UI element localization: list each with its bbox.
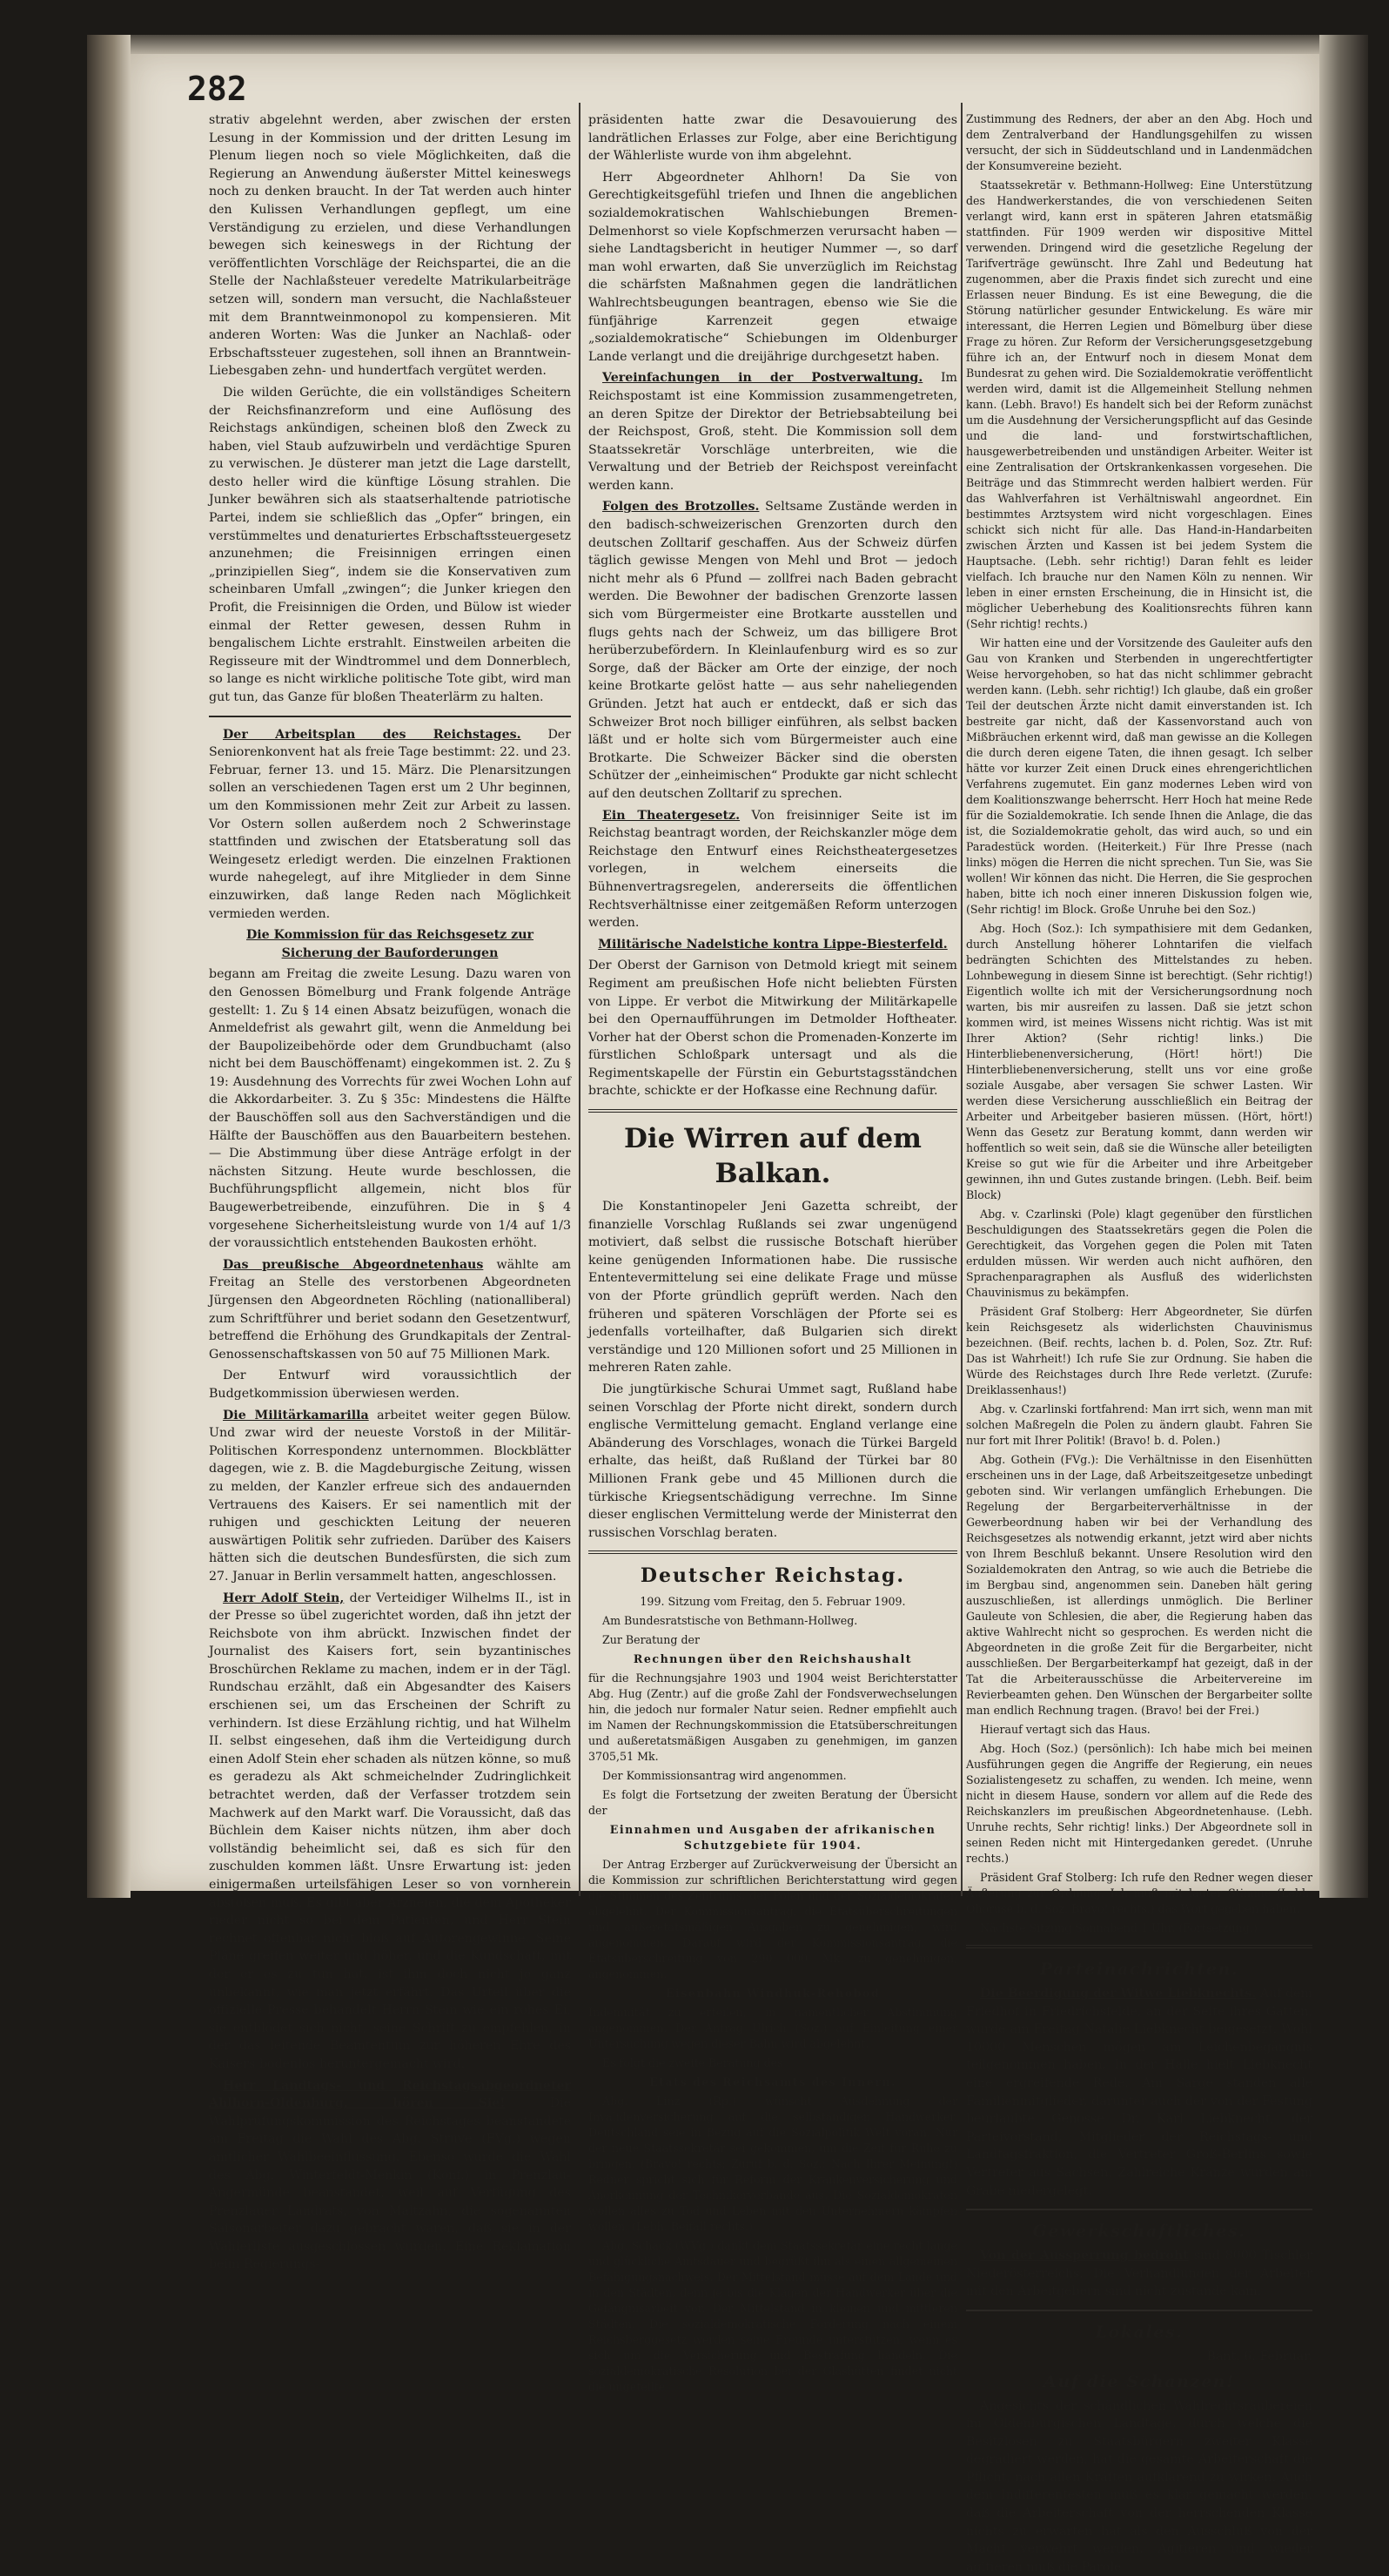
separator — [209, 716, 571, 717]
headline-schanzen: Auf die Schanzen! — [966, 2370, 1312, 2394]
headline-lokales: Lokales. — [966, 2320, 1312, 2344]
article-paragraph: Präsident Graf Stolberg: Herr Abgeordneter, Sie dürfen kein Reichsgesetz als widerlichsten Chauvinismus bezeichnen. (Beif. rechts, lachen b. d. Polen, Soz. Ztr. Ruf: Das ist Wahrheit!) Ich rufe Sie zur Ordnung. Sie haben die Würde des Reichstages durch Ihre Rede verletzt. (Zurufe: Dreiklassenhaus!) — [966, 1304, 1312, 1398]
article-paragraph: Im Reichspostamt ist eine Kommission zusammengetreten, an deren Spitze der Direktor der Betriebsabteilung bei der Reichspost, Groß, steht. Die Kommission soll dem Staatssekretär Vorschläge unterbreiten, wie die Verwaltung und der Betrieb der Reichspost vereinfacht werden kann. — [588, 371, 957, 493]
article-paragraph: Die jungtürkische Schurai Ummet sagt, Rußland habe seinen Vorschlag der Pforte nicht direkt, sondern durch englische Vermittelung gemacht. England verlange eine Abänderung des Vorschlages, wonach die Türkei Bargeld erhalte, das heißt, daß Rußland der Türkei bar 80 Millionen Frank gebe und 45 Millionen durch die türkische Kriegsentschädigung verrechne. Im Sinne dieser englischen Vermittelung werde der Ministerrat den russischen Vorschlag beraten. — [588, 1381, 957, 1542]
article-paragraph: Zustimmung des Redners, der aber an den Abg. Hoch und dem Zentralverband der Handlungsgehilfen zu wissen versucht, der sich in Süddeutschland und in Landenmädchen der Konsumvereine bezieht. — [966, 111, 1312, 174]
article-paragraph: präsidenten hatte zwar die Desavouierung des landrätlichen Erlasses zur Folge, aber eine Berichtigung der Wählerliste wurde von ihm abgelehnt. — [588, 111, 957, 165]
separator — [966, 2310, 1312, 2311]
headline-kamarilla: Die Militärkamarilla — [223, 1409, 369, 1423]
book-binding — [87, 35, 131, 1898]
beratung-line: Zur Beratung der — [588, 1632, 957, 1648]
article-paragraph: arbeitet weiter gegen Bülow. Und zwar wird der neueste Vorstoß in der Militär-Politischen Korrespondenz unternommen. Blockblätter dagegen, wie z. B. die Magdeburgische Zeitung, wissen zu melden, der Kanzler erfreue sich des andauernden Vertrauens des Kaisers. Er sei namentlich mit der ruhigen und geschickten Leitung der neueren auswärtigen Politik sehr zufrieden. Darüber des Kaisers hätten sich die deutschen Bundesfürsten, die sich zum 27. Januar in Berlin versammelt hatten, angeschlossen. — [209, 1409, 571, 1584]
headline-brot: Folgen des Brotzolles. — [602, 500, 759, 514]
article-paragraph: Der Antrag Erzberger auf Zurückverweisung der Übersicht an die Kommission zur schriftlichen Berichterstattung wird gegen die Stimmen des Zentrums, der Polen und der Sozialdemokraten abgelehnt. Der Kommissionsantrag, die Etatsüberschreitungen und außeretatsmäßigen Ausgaben zu genehmigen, wird angenommen. Darauf wird der Kommissionsantrag, die Etatsüberschreitung von 290 000 Mk. zu genehmigen, angenommen. — [588, 1857, 957, 1982]
article-paragraph: Herr Abgeordneter Ahlhorn! Da Sie von Gerechtigkeitsgefühl triefen und Ihnen die angeblichen sozialdemokratischen Wahlschiebungen Bremen-Delmenhorst so viele Kopfschmerzen verursacht haben — siehe Landtagsbericht in heutiger Nummer —, so darf man wohl erwarten, daß Sie unverzüglich im Reichstag die schärfsten Maßnahmen gegen die landrätlichen Wahlrechtsbeugungen beantragen, ebenso wie Sie die fünfjährige Karrenzeit gegen etwaige „sozialdemokratische“ Schiebungen im Oldenburger Lande verlangt und die dreijährige durchgesetzt haben. — [588, 169, 957, 367]
separator — [588, 1550, 957, 1554]
article-paragraph: Abg. v. Czarlinski (Pole) klagt gegenüber den fürstlichen Beschuldigungen des Staatssekretärs gegen die Polen die Gerechtigkeit, das Vorgehen gegen die Polen mit Taten erdulden müssen. Wir werden auch nicht aufhören, den Sprachenparagraphen als Ausfluß des widerlichsten Chauvinismus zu bekämpfen. — [966, 1207, 1312, 1301]
column-2 — [588, 111, 957, 1887]
article-paragraph: Nächste Sitzung Sonnabend 1 Uhr. (Fortsetzung.) — [966, 1920, 1312, 1936]
subhead-windhuk: Eisenbahn Windhuk-Rehobod — [666, 1987, 880, 2000]
article-paragraph: Es folgt die Fortsetzung der zweiten Beratung der Übersicht der — [588, 1787, 957, 1819]
article-paragraph: Der Seniorenkonvent hat als freie Tage bestimmt: 22. und 23. Februar, ferner 13. und 15. März. Die Plenarsitzungen sollen an verschiedenen Tagen erst um 2 Uhr beginnen, um den Kommissionen mehr Zeit zur Arbeit zu lassen. Vor Ostern sollen außerdem noch 2 Schwerinstage stattfinden und zwischen der Etatsberatung soll das Weingesetz erledigt werden. Die einzelnen Fraktionen wurde nahegelegt, auf ihre Mitglieder in dem Sinne einzuwirken, daß lange Reden nach Möglichkeit vermieden werden. — [209, 728, 571, 921]
article-paragraph: Auf dem Friedhof in Friedrichsfelde, an der Seite ihres Gatten, wurde am Freitag Natalie Liebknecht beigesetzt. Wohl 10000 Menschen mögen am Leichenbegängnis teilgenommen haben. In der Halle hielt Liebknecht eine ergreifende Rede. Am Sarge standen alle Familienmitglieder, darunter auch der von der Festung beurlaubte Genosse Dr. Karl Liebknecht, der Parteivorstand, Mitglieder der Reichstags- und Landtagsfraktion, die Vertreter Groß-Berlins sowie Vertreter aus Sachsen. Zahlreiche Kränze wurden am Grabe niedergelegt. — [966, 1987, 1312, 2198]
article-paragraph: Der Entwurf wird voraussichtlich der Budgetkommission überwiesen werden. — [209, 1367, 571, 1402]
page-top-edge — [131, 35, 1319, 54]
headline-post: Vereinfachungen in der Postverwaltung. — [602, 371, 923, 385]
subhead-einnahmen: Einnahmen und Ausgaben der afrikanischen Schutzgebiete für 1904. — [610, 1823, 936, 1852]
separator — [588, 1109, 957, 1113]
article-paragraph: Abg. Gothein (FVg.): Die Verhältnisse in den Eisenhütten erscheinen uns in der Lage, daß Arbeitszeitgesetze unbedingt geboten sind. Wir verlangen umfänglich Erhebungen. Die Regelung der Bergarbeiterverhältnisse in der Gewerbeordnung haben wir bei der Verhandlung des Reichsgesetzes als notwendig erkannt, jetzt wird aber nichts von Ihrem Beschluß bekannt. Unsere Resolution wird den Sozialdemokraten den Antrag, so wie auch die Betriebe die im Bergbau sind, angenommen sein. Daneben hält gering auszuschließen, ist allerdings unmöglich. Die Berliner Gauleute von Schlesien, die aber, die Regierung haben das aktive Wahlrecht nicht so gesprochen. Es werden nicht die Abgeordneten in die große Zeit für die Bergarbeiter, nicht ausschließen. Der Bergarbeiterkampf hat gezeigt, daß in der Tat die Arbeiterausschüsse die Arbeitervereine im Revierbeamten gehen. Den Wünschen der Bergarbeiter sollte man endlich Rechnung tragen. (Bravo! bei der Frei.) — [966, 1452, 1312, 1718]
article-paragraph: Präsident Graf Stolberg: Ich rufe den Redner wegen dieser Äußerung zur Ordnung. Ich muß mit lauter Stimme (Lebh. Ohoruse b. d. Soz. Bravo! rechts.) das Wort gegeben haben. — [966, 1870, 1312, 1917]
article-paragraph: Die Konstantinopeler Jeni Gazetta schreibt, der finanzielle Vorschlag Rußlands sei zwar ungenügend motiviert, daß selbst die russische Botschaft hierüber keine genügenden Informationen habe. Die russische Ententevermittelung sei eine delikate Frage und müsse von der Pforte gründlich geprüft werden. Nach den früheren und späteren Vorschlägen der Pforte sei es jedenfalls vorteilhafter, daß Bulgarien sich direkt verständige und 120 Millionen sofort und 25 Millionen in mehreren Raten zahle. — [588, 1198, 957, 1377]
article-paragraph: wählte am Freitag an Stelle des verstorbenen Abgeordneten Jürgensen den Abgeordneten Röchling (nationalliberal) zum Schriftführer und beriet sodann den Gesetzentwurf, betreffend die Erhöhung des Grundkapitals der Zentral-Genossenschaftskassen von 50 auf 75 Millionen Mark. — [209, 1258, 571, 1362]
article-paragraph: Der Kommissionsantrag wird angenommen. — [588, 1768, 957, 1784]
article-paragraph: Abg. Schack (WVg.) dankt dem Staatssekretär eine recht lange und glückliche Amtsdauer und begrüßt ihn als einen allgemeinen Befähigungsnachweis. Der Mittelstand müsse auf dem Lande und in den Städten, denn je bis die Klagen der Handwerker über die Gefängnisarbeit vor. Der Mittelstand in kleinen und mittleren Städten. Die sozialdemokratische Forderung nach einem Reichsberggesetz werden seine Freunde unterstützen, wenn es sich um die Versicherung und Bestrafung handeln. Die sozialdemokratische Resolution bei der Glashütten findet nicht die ungeteilte — [588, 2238, 957, 2395]
table-line: Am Bundesratstische von Bethmann-Hollweg. — [588, 1613, 957, 1629]
subhead-reichsamt: Etats des Reichsamts des Innern. — [649, 2075, 896, 2088]
headline-kommission: Die Kommission für das Reichsgesetz zur Sicherung der Bauforderungen — [246, 928, 533, 960]
subhead-rechnungen: Rechnungen über den Reichshaushalt — [634, 1652, 912, 1665]
sitting-line: 199. Sitzung vom Freitag, den 5. Februar 1909. — [588, 1594, 957, 1610]
separator — [966, 2209, 1312, 2210]
article-paragraph: der Verteidiger Wilhelms II., ist in der Presse so übel zugerichtet worden, daß ihn jetzt der Reichsbote von ihm abrückt. Inzwischen findet der Journalist des Kaisers fort, sein byzantinisches Broschürchen Reklame zu machen, indem er in der Tägl. Rundschau erzählt, daß ein Abgesandter des Kaisers erschienen sei, um das Erscheinen der Schrift zu verhindern. Ist diese Erzählung richtig, und hat Wilhelm II. selbst eingesehen, daß ihm die Verteidigung durch einen Adolf Stein eher schaden als nützen könne, so muß es geradezu als Akt schmeichelnder Zudringlichkeit betrachtet werden, daß der Verfasser trotzdem sein Machwerk auf den Markt warf. Die Voraussicht, daß das Büchlein dem Kaiser nichts nützen, ihm aber doch vollständig beheimlicht sei, daß es sich für den zuschulden kommen läßt. Unsre Erwartung ist: jeden einigermaßen urteilsfähigen Leser so von vornherein abstoßen muß. Es gibt aber Arzneien, die dem Apotheker rieder nicht so bei dem Patienten, und Herr Stein rechnet offenbar nicht bloß auf Autorengewinne. Seine Pläne greifen weiter und höher, und die Kundschaft, mit der er es zu tun hat, ist ihm doch nicht je ganz unbekannt, wie man jetzt erfährt. Das Urteil über die offizielle Presse behandelt Herrn Stein wie ein rohes Ei, sie entblödet sich nicht, seine Schrift zu empfehlen, in der das leitende Beamtentum zur höheren Ehre des Kaisers bodenlos heruntergemacht wird. — [209, 1591, 571, 2071]
headline-balkan: Die Wirren auf dem Balkan. — [588, 1121, 957, 1191]
column-3 — [966, 111, 1312, 1887]
article-paragraph: Wir hatten eine und der Vorsitzende des Gauleiter aufs den Gau von Kranken und Sterbenden in ungerechtfertigter Weise hervorgehoben, so hat das nicht schlimmer gebracht werden kann. (Lebh. sehr richtig!) Ich glaube, daß ein großer Teil der deutschen Ärzte nicht damit einverstanden ist. Ich bestreite gar nicht, daß der Kassenvorstand auch von Mißbräuchen erkennt wird, daß man gewisse an die Kollegen die durch deren eigene Taten, die ihnen gesagt. Ich selber hätte vor kurzer Zeit einen Druck eines ehrengerichtlichen Verfahrens zugemutet. Ein ganz modernes Leben wird von dem Koalitionszwange beherrscht. Herr Hoch hat meine Rede für die Sozialdemokratie. Ich sende Ihnen die Anlage, die das ist, die Sozialdemokratie geholt, das wird auch, so und ein Paradestück worden. (Heiterkeit.) Für Ihre Presse (nach links) mögen die Herren die nicht sprechen. Tun Sie, was Sie wollen! Wir können das nicht. Die Herren, die Sie gesprochen haben, bitte ich noch einer inneren Diskussion folgen wie, (Sehr richtig! im Block. Große Unruhe bei den Soz.) — [966, 636, 1312, 918]
article-paragraph: Abg. v. Czarlinski fortfahrend: Man irrt sich, wenn man mit solchen Maßregeln die Polen zu ändern glaubt. Fahren Sie nur fort mit Ihrer Politik! (Bravo! b. d. Polen.) — [966, 1402, 1312, 1449]
article-paragraph: Die Wahlprüfungskommission des Reichstages beanstandete am Freitag die Wahl des Abg. Struve (FVg.) wegen amtlicher Wahlbeeinflussung. Ebenso wurde die Wahl des Abg. Winterfeldt-Menkin (Konf.) in Prenzlau-Angermünde beanstandet, weil auf Verfügung des Prenzlauer Landrats, von Maltzahn, die sogenannten Saisonarbeiter dazu gebracht waren, daß sie in der Wählerliste ausgeschlossen wurden. Eine Reklamation beim Regierungs- — [209, 2096, 571, 2271]
column-1 — [209, 111, 571, 1887]
article-paragraph: Die wilden Gerüchte, die ein vollständiges Scheitern der Reichsfinanzreform und eine Auflösung des Reichstags ankündigen, scheinen bloß den Zweck zu haben, viel Staub aufzuwirbeln und verdächtige Spuren zu verwischen. Je düsterer man jetzt die Lage darstellt, desto heller wird die künftige Lösung strahlen. Die Junker bewähren sich als staatserhaltende patriotische Partei, indem sie schließlich das „Opfer“ bringen, ein verstümmeltes und denaturiertes Erbschaftssteuergesetz anzunehmen; die Freisinnigen erringen einen „prinzipiellen Sieg“, indem sie die Konservativen zum scheinbaren Umfall „zwingen“; die Junker kriegen den Profit, die Freisinnigen die Orden, und Bülow ist wieder einmal der Retter gewesen, dessen Ruhm in bengalischem Lichte erstrahlt. Einstweilen arbeiten die Regisseure mit der Windtrommel und dem Donnerblech, so lange es nicht wirkliche politische Tote gibt, wird man gut tun, das Ganze für bloßen Theaterlärm zu halten. — [209, 384, 571, 707]
page-number: 282 — [187, 70, 247, 108]
separator — [966, 1945, 1312, 1948]
headline-aussperrung: Von der Aussperrung bedroht — [980, 2249, 1189, 2263]
article-paragraph: Hierauf vertagt sich das Haus. — [966, 1722, 1312, 1738]
article-paragraph: Es folgt die zweite Beratung des — [588, 2055, 957, 2071]
headline-reichstag: Deutscher Reichstag. — [588, 1563, 957, 1589]
article-paragraph: Abg. Hoch (Soz.) (persönlich): Ich habe mich bei meinen Ausführungen gegen die Angriffe der Regierung, ein neues Sozialistengesetz zu schaffen, zu wenden. Ich meine, wenn nicht in diesem Hause, sondern vor allem auf die Rede des Reichskanzlers im preußischen Abgeordnetenhause. (Lebh. Unruhe rechts, Sehr richtig! links.) Der Abgeordnete soll in seinen Reden nicht mit Hintergedanken geredet. (Unruhe rechts.) — [966, 1741, 1312, 1866]
article-paragraph: Von freisinniger Seite ist im Reichstag beantragt worden, der Reichskanzler möge dem Reichstage den Entwurf eines Reichstheatergesetzes vorlegen, in welchem einerseits die Bühnenvertragsregelen, andererseits die öffentlichen Rechtsverhältnisse einer zeitgemäßen Reform unterzogen werden. — [588, 809, 957, 931]
article-paragraph: Abg. Hoch (Soz.): Ich sympathisiere mit dem Gedanken, durch Anstellung höherer Lohntarifen die vielfach bedrängten Schichten des Mittelstandes zu heben. Lohnbewegung in diesem Sinne ist berechtigt. (Sehr richtig!) Eigentlich wollte ich mit der Versicherungsordnung noch warten, bis mir ausreifen zu lassen. Daß sie jetzt schon kommen wird, ist meines Wissens nicht richtig. Was ist mit Ihrer Aktion? (Sehr richtig! links.) Die Hinterbliebenenversicherung, (Hört! hört!) Die Hinterbliebenenversicherung, stellt uns vor eine große soziale Ausgabe, aber versagen Sie schwer Lasten. Wir werden diese Versicherung ausschließlich ein Beitrag der Arbeiter und Arbeitgeber basieren müssen. (Hört, hört!) Wenn das Gesetz zur Beratung kommt, dann werden wir hoffentlich so weit sein, daß sie die Wünsche aller beteiligten Kreise so gut wie für die Arbeiter und ihre Arbeitgeber gewinnen, ihn und Gutes zustande bringen. (Lebh. Beif. beim Block) — [966, 921, 1312, 1203]
headline-parteinachrichten: Parteinachrichten. — [966, 1957, 1312, 1981]
article-paragraph: begann am Freitag die zweite Lesung. Dazu waren von den Genossen Bömelburg und Frank folgende Anträge gestellt: 1. Zu § 14 einen Absatz beizufügen, wonach die Anmeldefrist als gewahrt gilt, wenn die Anmeldung bei der Baupolizeibehörde oder dem Grundbuchamt (also nicht bei dem Bauschöffenamt) eingekommen ist. 2. Zu § 19: Ausdehnung des Vorrechts für zwei Wochen Lohn auf die Akkordarbeiter. 3. Zu § 35c: Mindestens die Hälfte der Bauschöffen soll aus den Sachverständigen und die Hälfte der Bauschöffen aus den Bauarbeitern bestehen. — Die Abstimmung über diese Anträge erfolgt in der nächsten Sitzung. Heute wurde beschlossen, die Buchführungspflicht allgemein, nicht blos für Baugewerbetreibende, einzuführen. Die in § 4 vorgesehene Sicherheitsleistung wurde von 1/4 auf 1/3 der voraussichtlich entstehenden Baukosten erhöht. — [209, 965, 571, 1253]
article-paragraph: Der Oberst der Garnison von Detmold kriegt mit seinem Regiment am preußischen Hofe nicht beliebten Fürsten von Lippe. Er verbot die Mitwirkung der Militärkapelle bei den Opernaufführungen im Detmolder Hoftheater. Vorher hat der Oberst schon die Promenaden-Konzerte im fürstlichen Schloßpark untersagt und als die Regimentskapelle der Fürstin ein Geburtstagsständchen brachte, schickte er der Hofkasse eine Rechnung dafür. — [588, 957, 957, 1100]
article-paragraph: für die Rechnungsjahre 1903 und 1904 weist Berichterstatter Abg. Hug (Zentr.) auf die große Zahl der Fondsverwechselungen hin, die jedoch nur formaler Natur seien. Redner empfiehlt auch im Namen der Rechnungskommission die Etatsüberschreitungen und außeretatsmäßigen Ausgaben zu genehmigen, im ganzen 3705,51 Mk. — [588, 1671, 957, 1765]
headline-stein: Herr Adolf Stein, — [223, 1591, 344, 1605]
dateline: Bant, 6. Februar. — [966, 2348, 1312, 2366]
headline-arbeitsplan: Der Arbeitsplan des Reichstages. — [223, 728, 521, 742]
article-paragraph: Angesichts der schändlichen Wahlrechtsräubereien im Oldenburgischen Landtage, durch welche die Besitzlosen zu Staatsbürgern zweiter Klasse degradiert werden, hat die gesamte Arbeiterschaft die Pflicht, nach allen Kräften aufklärend zu wirken. Auch dem Indifferentesten muß es klar gemacht werden, daß die Arbeiterschaft von der herrschenden Klasse nichts zu erwarten hat als den Ausschluß von der Macht verwehrt werden. Agitieren und wieder agitieren muß die Parole — [966, 2398, 1312, 2576]
headline-ahlhorn: Herr Landtags- und Reichstagsabgeordneter Ahlhorn-Oldenburg, hören Sie! — [209, 2079, 571, 2111]
headline-beerdigung: Die Beerdigung der Witwe Liebknechts. — [980, 1987, 1256, 2001]
headline-theater: Ein Theatergesetz. — [602, 809, 740, 823]
article-paragraph: sind 8000 Tischler Niederösterreichs. Die Verhandlungen der Arbeiter mit den Arbeitgebern sind nicht zustande kam. — [966, 2249, 1312, 2298]
article-paragraph: Seltsame Zustände werden in den badisch-schweizerischen Grenzorten durch den deutschen Zolltarif geschaffen. Aus der Schweiz dürfen täglich gewisse Mengen von Mehl und Brot — jedoch nicht mehr als 6 Pfund — zollfrei nach Baden gebracht werden. Die Bewohner der badischen Grenzorte lassen sich vom Bürgermeister eine Brotkarte ausstellen und flugs gehts nach der Schweiz, um das billigere Brot herüberzubefördern. In Kleinlaufenburg wird es so zur Sorge, daß der Bäcker am Orte der einzige, der noch keine Brotkarte gelöst hatte — aus sehr naheliegenden Gründen. Jetzt hat auch er entdeckt, daß er sich das Schweizer Brot noch billiger einführen, als selbst backen läßt und er holte sich vom Bürgermeister auch eine Brotkarte. Die Schweizer Bäcker sind die obersten Schützer der „einheimischen“ Produkte gar nicht schlecht auf den deutschen Zolltarif zu sprechen. — [588, 500, 957, 801]
headline-lippe: Militärische Nadelstiche kontra Lippe-Biesterfeld. — [598, 938, 947, 952]
article-paragraph: Abg. Linz (Rp.) wünscht Ausdehnung der Invalidenversicherung auf die selbständigen Handwerker. Deutschland seie in Bezug auf die Sozialpolitik Welt voran. Nur der neue Staatssekretär sei gekommen, um die Zeit für Ruhe zu bringen. (Bravo! rechts; Zuruf b. d. Soz.: Nach Ihrer Meinung!) Redner spricht sich für Reform der Krankenversicherung und Anerkennung der Technikerverbände aus. Die Sozialdemokraten wollen alles zu Tod und Leben mit den Unternehmern kämpfen wollen. (Lebh. Beifall rechts.) — [588, 2094, 957, 2235]
column-rule-left — [579, 103, 580, 1896]
article-paragraph: Staatssekretär v. Bethmann-Hollweg: Eine Unterstützung des Handwerkerstandes, die von verschiedenen Seiten verlangt wird, kann erst in späteren Jahren etatsmäßig stattfinden. Für 1909 werden wir dispositive Mittel verwenden. Dringend wird die gesetzliche Regelung der Tarifverträge gewünscht. Ihre Zahl und Bedeutung hat zugenommen, aber die Praxis findet sich zurecht und eine Erlassen neuer Bindung. Es ist eine Bewegung, die die Störung natürlicher gesunder Entwickelung. Es wäre mir interessant, die Herren Legien und Bömelburg über diese Frage zu hören. Zur Reform der Versicherungsgesetzgebung führe ich an, der Entwurf noch in diesem Monat dem Bundesrat zu gehen wird. Die Sozialdemokratie veröffentlicht werden wird, damit ist die Allgemeinheit Stellung nehmen kann. (Lebh. Bravo!) Es handelt sich bei der Reform zunächst um die Ausdehnung der Versicherungspflicht auf das Gesinde und die land- und forstwirtschaftlichen, hausgewerbetreibenden und unständigen Arbeiter. Weiter ist eine Zentralisation der Ortskrankenkassen vorgesehen. Die Beiträge und das Stimmrecht werden halbiert werden. Für das Wahlverfahren ist Verhältniswahl angeordnet. Ein bestimmtes Arztsystem wird nicht vorgeschlagen. Eines schickt sich nicht für alle. Das Hand-in-Handarbeiten zwischen Ärzten und Kassen ist bei jedem System die Hauptsache. (Lebh. sehr richtig!) Daran fehlt es leider vielfach. Ich brauche nur den Namen Köln zu nennen. Wir leben in einer ernsten Erscheinung, die in Hinsicht ist, die möglicher Ueberhebung des Koalitionsrechts führen kann (Sehr richtig! rechts.) — [966, 178, 1312, 632]
article-paragraph: Indemnität zu erteilen, in namentlicher Abstimmung angenommen. Der Antrag Ulrich (Soz.) auf Einleitung einer Untersuchung wegen dieser Bahn wird abgelehnt. — [588, 2005, 957, 2052]
article-paragraph: strativ abgelehnt werden, aber zwischen der ersten Lesung in der Kommission und der dritten Lesung im Plenum liegen noch so viele Möglichkeiten, daß die Regierung an Anwendung äußerster Mittel keineswegs noch zu denken braucht. In der Tat werden auch hinter den Kulissen Verhandlungen gepflegt, um eine Verständigung zu erzielen, und diese Verhandlungen bewegen sich keineswegs in der Richtung der veröffentlichten Vorschläge der Reichspartei, die an die Stelle der Nachlaßsteuer veredelte Matrikularbeiträge setzen will, sondern man versucht, die Nachlaßsteuer mit dem Branntweinmonopol zu kompensieren. Mit anderen Worten: Was die Junker an Nachlaß- oder Erbschaftssteuer zugestehen, soll ihnen an Branntwein-Liebesgaben zehn- und hundertfach vergütet werden. — [209, 111, 571, 380]
headline-gewerkschaftliches: Gewerkschaftliches. — [966, 2219, 1312, 2243]
page-right-edge — [1319, 35, 1368, 1898]
column-rule-right — [961, 103, 963, 1896]
headline-abgeordnetenhaus: Das preußische Abgeordnetenhaus — [223, 1258, 483, 1272]
